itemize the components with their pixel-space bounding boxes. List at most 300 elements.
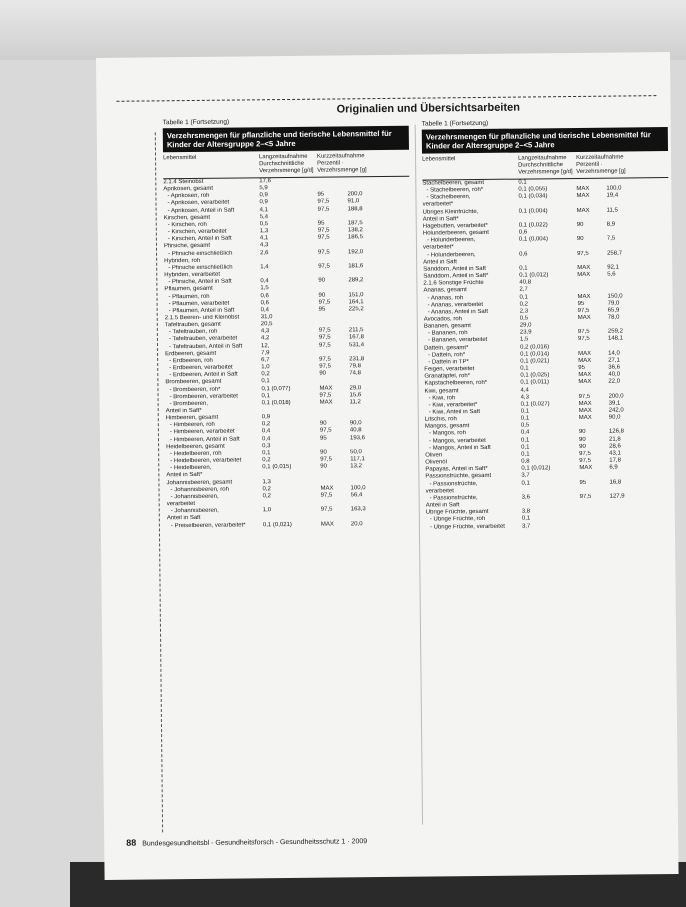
cell-long-term: 0,1 (0,021) bbox=[520, 358, 550, 365]
cell-long-term: 0,2 bbox=[262, 457, 271, 464]
cell-food: - Pfirsiche, Anteil in Saft bbox=[168, 278, 232, 286]
cell-food: - Kiwi, roh bbox=[428, 394, 456, 402]
cell-amount: 193,6 bbox=[349, 434, 366, 441]
cell-percentile: 97,5 bbox=[320, 492, 333, 499]
cell-percentile: MAX bbox=[577, 314, 591, 321]
col-food: Lebensmittel bbox=[422, 156, 456, 163]
cell-percentile: MAX bbox=[576, 207, 590, 214]
cell-food: - Tafeltrauben, Anteil in Saft bbox=[168, 343, 243, 350]
cell-long-term: 0,9 bbox=[259, 199, 268, 206]
cell-long-term: 0,4 bbox=[261, 428, 271, 435]
cell-long-term: 0,1 bbox=[520, 365, 529, 372]
cell-long-term: 0,1 bbox=[521, 480, 530, 487]
cell-food: - Brombeeren, bbox=[169, 400, 209, 408]
cell-food: 2.1.4 Steinobst bbox=[163, 178, 204, 186]
cell-food: - Pfirsiche einschließlich bbox=[168, 250, 233, 257]
cell-amount: 17,8 bbox=[609, 457, 621, 464]
cell-long-term: 0,1 bbox=[518, 179, 527, 186]
header-rule bbox=[116, 95, 656, 102]
cell-food: Passionsfrüchte, gesamt bbox=[425, 473, 492, 480]
cell-food: - Brombeeren, roh* bbox=[169, 386, 221, 393]
cell-long-term: 4,1 bbox=[259, 235, 269, 242]
cell-food: Kiwi, gesamt bbox=[424, 387, 459, 395]
cell-percentile: 97,5 bbox=[577, 329, 590, 336]
cell-amount: 100,0 bbox=[350, 484, 366, 492]
cell-food: Hagebutten, verarbeitet* bbox=[422, 222, 488, 230]
cell-amount: 91,0 bbox=[347, 198, 360, 205]
cell-food: verarbeitet bbox=[166, 501, 196, 508]
cell-long-term: 0,1 bbox=[521, 515, 531, 522]
cell-long-term: 3,6 bbox=[521, 494, 530, 501]
cell-food: - Himbeeren, roh bbox=[169, 422, 215, 429]
cell-long-term: 0,1 (0,027) bbox=[520, 401, 550, 408]
cell-food: - Mangos, verarbeitet bbox=[428, 437, 486, 445]
table-right bbox=[422, 118, 672, 531]
cell-food: - Kirschen, Anteil in Saft bbox=[167, 235, 232, 243]
cell-percentile: MAX bbox=[578, 400, 592, 407]
col-short-term: Kurzzeitaufnahme Perzentil · Verzehrsmenge [g] bbox=[317, 153, 367, 174]
cell-percentile: 95 bbox=[317, 191, 325, 199]
cell-long-term: 2,7 bbox=[519, 286, 528, 293]
cell-long-term: 0,1 (0,034) bbox=[518, 193, 548, 200]
cell-long-term: 2,3 bbox=[519, 308, 529, 315]
cell-long-term: 0,9 bbox=[261, 414, 271, 421]
cell-amount: 187,5 bbox=[347, 220, 363, 227]
cell-percentile: MAX bbox=[577, 293, 591, 300]
cell-percentile: MAX bbox=[578, 379, 592, 386]
cell-food: Anteil in Saft bbox=[425, 502, 460, 509]
table-row bbox=[426, 521, 672, 531]
cell-percentile: 97,5 bbox=[318, 334, 331, 342]
cell-amount: 43,1 bbox=[609, 450, 621, 457]
cell-percentile: 97,5 bbox=[317, 234, 330, 241]
cell-food: - Johannisbeeren, bbox=[170, 493, 219, 501]
cell-food: - Pflaumen, verarbeitet bbox=[168, 300, 230, 307]
cell-long-term: 1,5 bbox=[519, 336, 529, 344]
cell-long-term: 12, bbox=[260, 342, 270, 349]
cell-percentile: 95 bbox=[578, 364, 585, 372]
cell-long-term: 17,6 bbox=[259, 178, 272, 185]
cell-food: Papayas, Anteil in Saft* bbox=[425, 466, 488, 473]
cell-food: - Heidelbeeren, bbox=[170, 465, 212, 472]
cell-percentile: 90 bbox=[318, 277, 326, 284]
cell-long-term: 31,0 bbox=[260, 314, 273, 321]
cell-percentile: MAX bbox=[578, 372, 592, 379]
table-body bbox=[422, 178, 672, 531]
cell-food: - Brombeeren, verarbeitet bbox=[169, 393, 238, 400]
cell-amount: 40,0 bbox=[608, 371, 621, 378]
cell-long-term: 1,0 bbox=[261, 364, 270, 371]
cell-amount: 167,8 bbox=[348, 334, 364, 341]
cell-food: - Datteln, roh* bbox=[428, 351, 466, 359]
cell-amount: 188,8 bbox=[347, 205, 363, 212]
col-amount: Verzehrsmenge [g] bbox=[576, 168, 626, 175]
cell-long-term: 5,4 bbox=[259, 213, 269, 221]
cell-long-term: 0,1 (0,022) bbox=[518, 222, 548, 229]
cell-amount: 50,0 bbox=[350, 449, 362, 456]
cell-amount: 126,8 bbox=[608, 428, 624, 436]
cell-long-term: 0,2 bbox=[262, 485, 271, 492]
cell-food: - Holunderbeeren, bbox=[426, 237, 476, 244]
cell-amount: 164,1 bbox=[348, 298, 364, 306]
cell-amount: 15,6 bbox=[349, 391, 362, 399]
cell-food: - Pflaumen, Anteil in Saft bbox=[168, 307, 235, 315]
cell-food: - Erdbeeren, Anteil in Saft bbox=[169, 371, 238, 379]
cell-amount: 138,2 bbox=[347, 227, 363, 234]
cell-long-term: 0,6 bbox=[519, 251, 528, 258]
cell-percentile: MAX bbox=[579, 465, 593, 472]
cell-long-term: 0,1 (0,015) bbox=[262, 464, 292, 471]
cell-food: Heidelbeeren, gesamt bbox=[166, 443, 225, 451]
cell-food: Brombeeren, gesamt bbox=[165, 379, 222, 386]
cell-food: Feigen, verarbeitet bbox=[424, 366, 475, 373]
cell-food: - Aprikosen, Anteil in Saft bbox=[167, 207, 235, 214]
cell-long-term: 0,1 (0,004) bbox=[518, 207, 548, 215]
cell-percentile: 97,5 bbox=[318, 299, 331, 306]
cell-percentile: 97,5 bbox=[577, 336, 590, 343]
cell-food: - Stachelbeeren, bbox=[426, 194, 471, 201]
cell-long-term: 0,5 bbox=[519, 315, 529, 322]
cell-food: - Heidelbeeren, roh bbox=[170, 450, 222, 458]
cell-percentile: MAX bbox=[577, 271, 591, 279]
page-number: 88 bbox=[126, 837, 137, 848]
cell-food: - Pfirsiche einschließlich bbox=[168, 264, 233, 272]
cell-percentile: 95 bbox=[319, 435, 327, 442]
cell-long-term: 0,1 bbox=[519, 293, 528, 301]
cell-percentile: 97,5 bbox=[579, 493, 592, 500]
cell-amount: 181,6 bbox=[348, 263, 364, 270]
cell-long-term: 4,2 bbox=[260, 335, 270, 342]
cell-percentile: MAX bbox=[577, 264, 591, 271]
cell-food: - Passionsfrüchte, bbox=[429, 494, 478, 502]
col-short-term-label: Kurzzeitaufnahme bbox=[576, 154, 624, 161]
cell-amount: 242,0 bbox=[608, 407, 624, 414]
cell-long-term: 0,1 (0,018) bbox=[261, 399, 291, 407]
cell-food: - Johannisbeeren, bbox=[170, 507, 219, 515]
cell-food: Mangos, gesamt bbox=[424, 423, 470, 430]
cell-long-term: 0,1 (0,077) bbox=[261, 385, 291, 392]
cell-food: Anteil in Saft* bbox=[166, 472, 203, 479]
cell-percentile: MAX bbox=[578, 414, 592, 422]
cell-food: - Übrige Früchte, roh bbox=[429, 516, 486, 523]
cell-amount: 29,0 bbox=[349, 384, 362, 391]
cell-amount: 20,0 bbox=[350, 520, 363, 527]
cell-percentile: 97,5 bbox=[577, 307, 590, 314]
cell-amount: 90,0 bbox=[608, 414, 621, 421]
cell-percentile: 97,5 bbox=[577, 250, 589, 257]
cell-percentile: MAX bbox=[576, 193, 590, 200]
cell-percentile: 97,5 bbox=[578, 393, 591, 400]
cell-amount: 22,0 bbox=[608, 378, 621, 386]
cell-amount: 5,6 bbox=[607, 271, 616, 278]
cell-food: Anteil in Saft bbox=[423, 258, 457, 266]
cell-percentile: 97,5 bbox=[319, 356, 331, 363]
cell-amount: 40,8 bbox=[349, 427, 362, 434]
cell-food: - Johannisbeeren, roh bbox=[170, 486, 229, 493]
document-page bbox=[96, 52, 679, 880]
cell-percentile: 97,5 bbox=[318, 327, 331, 334]
cell-long-term: 4,1 bbox=[259, 206, 268, 213]
cell-percentile: MAX bbox=[578, 350, 592, 357]
cell-amount: 78,0 bbox=[607, 314, 620, 321]
cell-food: Erdbeeren, gesamt bbox=[165, 350, 217, 358]
cell-long-term: 0,1 bbox=[521, 444, 530, 451]
cell-food: Hybriden, roh bbox=[164, 257, 201, 265]
cell-food: - Erdbeeren, verarbeitet bbox=[169, 364, 233, 372]
cell-amount: 258,7 bbox=[607, 250, 623, 257]
cell-percentile: 97,5 bbox=[319, 392, 332, 399]
cell-amount: 19,4 bbox=[606, 192, 619, 199]
cell-food: Übrige Früchte, gesamt bbox=[425, 509, 489, 516]
col-long-term: Langzeitaufnahme Durchschnittliche Verzehrsmenge [g/d] bbox=[518, 155, 573, 176]
cell-long-term: 0,1 bbox=[520, 408, 530, 415]
col-short-term: Kurzzeitaufnahme Perzentil · Verzehrsmenge [g] bbox=[576, 154, 626, 175]
cell-long-term: 0,1 bbox=[521, 451, 530, 458]
cell-long-term: 0,1 bbox=[519, 265, 528, 272]
cell-long-term: 0,9 bbox=[259, 192, 268, 199]
cell-amount: 200,0 bbox=[608, 393, 624, 400]
col-percentile: Perzentil bbox=[576, 161, 600, 168]
cell-amount: 6,9 bbox=[609, 464, 618, 471]
cell-long-term: 0,2 bbox=[261, 371, 270, 378]
cell-percentile: MAX bbox=[320, 485, 334, 492]
cell-food: Pfirsiche, gesamt bbox=[163, 243, 211, 250]
cell-long-term: 0,1 bbox=[520, 415, 530, 422]
table-title: Verzehrsmengen für pflanzliche und tierische Lebensmittel für Kinder der Altersgruppe 2–<5 Jahre bbox=[163, 126, 409, 153]
cell-amount: 74,8 bbox=[349, 370, 362, 377]
cell-long-term: 0,2 (0,016) bbox=[520, 343, 550, 351]
table-column-headers bbox=[163, 150, 409, 180]
cell-long-term: 0,1 bbox=[261, 392, 270, 399]
cell-long-term: 0,5 bbox=[259, 221, 269, 228]
cell-percentile: MAX bbox=[578, 357, 592, 364]
cell-amount: 148,1 bbox=[607, 335, 624, 343]
margin-line bbox=[155, 132, 163, 832]
cell-amount: 65,9 bbox=[607, 307, 620, 314]
cell-food: - Kirschen, verarbeitet bbox=[167, 228, 227, 236]
cell-percentile: 90 bbox=[320, 449, 327, 456]
cell-amount: 8,9 bbox=[606, 221, 616, 228]
cell-percentile: 95 bbox=[317, 220, 325, 227]
cell-amount: 163,3 bbox=[350, 506, 366, 513]
cell-amount bbox=[610, 522, 646, 530]
cell-amount: 117,1 bbox=[350, 456, 365, 463]
cell-percentile: 97,5 bbox=[320, 456, 332, 463]
cell-percentile: 97,5 bbox=[318, 263, 330, 270]
table-column-headers bbox=[422, 151, 668, 181]
cell-food: Datteln, gesamt* bbox=[424, 344, 469, 352]
cell-food: Kirschen, gesamt bbox=[163, 214, 211, 222]
cell-amount: 150,0 bbox=[607, 292, 623, 300]
cell-long-term: 2,6 bbox=[260, 249, 269, 256]
cell-food: - Bananen, verarbeitet bbox=[427, 337, 488, 344]
cell-long-term: 4,3 bbox=[260, 328, 270, 335]
cell-percentile: 97,5 bbox=[317, 227, 330, 234]
col-amount: Verzehrsmenge [g] bbox=[317, 167, 367, 174]
cell-long-term: 1,3 bbox=[259, 228, 269, 235]
cell-percentile: 97,5 bbox=[317, 206, 330, 213]
cell-long-term: 0,1 bbox=[261, 378, 270, 385]
cell-food: Olivenöl bbox=[425, 459, 447, 466]
cell-food: - Erdbeeren, roh bbox=[169, 357, 213, 365]
cell-amount: 225,2 bbox=[348, 306, 364, 313]
cell-food: Sanddorn, Anteil in Saft* bbox=[423, 272, 489, 280]
cell-amount: 14,0 bbox=[608, 350, 620, 357]
cell-percentile: 90 bbox=[578, 429, 586, 436]
cell-long-term: 0,1 bbox=[262, 450, 271, 457]
cell-food: Anteil in Saft bbox=[166, 515, 201, 522]
cell-food: Avocados, roh bbox=[423, 316, 463, 323]
cell-amount: 100,0 bbox=[606, 185, 622, 192]
cell-percentile: 90 bbox=[318, 292, 326, 299]
cell-food: Übriges Kleinfrüchte, bbox=[422, 208, 479, 216]
cell-amount: 56,4 bbox=[350, 492, 363, 499]
cell-long-term: 29,0 bbox=[519, 322, 532, 329]
cell-food: Granatäpfel, roh* bbox=[424, 373, 471, 380]
cell-percentile: MAX bbox=[578, 407, 592, 414]
cell-long-term: 0,1 (0,055) bbox=[518, 186, 548, 193]
cell-long-term: 0,1 (0,004) bbox=[518, 236, 548, 243]
cell-long-term: 1,5 bbox=[260, 285, 269, 292]
cell-long-term: 0,3 bbox=[262, 442, 271, 450]
cell-percentile: 97,5 bbox=[318, 249, 330, 256]
cell-long-term: 1,3 bbox=[262, 478, 271, 485]
cell-food: Anteil in Saft* bbox=[422, 215, 459, 223]
cell-food: - Kiwi, verarbeitet* bbox=[428, 401, 478, 409]
cell-long-term: 0,6 bbox=[518, 229, 528, 236]
cell-amount: 79,8 bbox=[349, 363, 361, 370]
cell-long-term: 3,7 bbox=[521, 522, 531, 530]
table-left bbox=[163, 117, 413, 530]
cell-food: - Mangos, Anteil in Saft bbox=[429, 444, 491, 452]
cell-food: Tafeltrauben, gesamt bbox=[164, 321, 221, 329]
cell-amount: 28,6 bbox=[609, 443, 621, 450]
cell-amount: 7,5 bbox=[606, 235, 616, 242]
cell-amount: 39,1 bbox=[608, 400, 621, 407]
cell-food: 2.1.6 Sonstige Früchte bbox=[423, 280, 484, 287]
cell-food: Anteil in Saft* bbox=[165, 407, 202, 415]
cell-long-term: 0,2 bbox=[519, 301, 528, 308]
cell-long-term: 0,6 bbox=[260, 292, 269, 299]
cell-food: - Himbeeren, verarbeitet bbox=[169, 429, 235, 436]
page-footer bbox=[126, 835, 367, 848]
cell-food: Holunderbeeren, gesamt bbox=[422, 229, 489, 237]
cell-amount: 151,0 bbox=[348, 291, 364, 298]
cell-long-term: 0,2 bbox=[262, 493, 271, 500]
cell-long-term: 0,1 (0,021) bbox=[262, 521, 292, 528]
cell-amount: 186,5 bbox=[347, 234, 363, 241]
cell-food: verarbeitet* bbox=[422, 244, 454, 251]
cell-long-term: 0,8 bbox=[521, 458, 530, 465]
cell-food: - Datteln in TP* bbox=[428, 359, 469, 366]
cell-food: - Preiselbeeren, verarbeitet* bbox=[170, 521, 246, 529]
cell-long-term: 6,7 bbox=[261, 357, 270, 364]
cell-amount: 11,2 bbox=[349, 399, 361, 406]
cell-food: Kapstachelbeeren, roh* bbox=[424, 380, 488, 387]
cell-food: - Stachelbeeren, roh* bbox=[426, 187, 484, 194]
cell-food: - Mangos, roh bbox=[428, 430, 467, 438]
cell-long-term: 0,6 bbox=[260, 299, 269, 306]
cell-amount: 531,4 bbox=[348, 341, 365, 348]
cell-amount: 200,0 bbox=[347, 191, 363, 198]
cell-long-term: 4,3 bbox=[259, 242, 269, 249]
cell-food: Litschis, roh bbox=[424, 416, 457, 423]
cell-long-term: 20,5 bbox=[260, 321, 273, 328]
cell-food: Oliven bbox=[425, 452, 443, 459]
cell-long-term: 4,4 bbox=[520, 387, 529, 394]
cell-long-term: 0,5 bbox=[520, 422, 530, 429]
table-title: Verzehrsmengen für pflanzliche und tierische Lebensmittel für Kinder der Altersgruppe 2–<5 Jahre bbox=[422, 127, 668, 154]
table-body bbox=[163, 177, 413, 530]
cell-food: Pflaumen, gesamt bbox=[164, 286, 213, 293]
cell-percentile: 95 bbox=[577, 300, 585, 307]
cell-long-term: 0,4 bbox=[260, 278, 269, 285]
cell-percentile: 90 bbox=[320, 463, 328, 470]
cell-percentile: MAX bbox=[319, 399, 333, 406]
cell-percentile: 97,5 bbox=[579, 450, 591, 457]
table-label: Tabelle 1 (Fortsetzung) bbox=[421, 119, 489, 128]
cell-long-term: 0,1 (0,025) bbox=[520, 372, 550, 379]
cell-amount: 16,8 bbox=[609, 479, 622, 486]
cell-amount: 21,8 bbox=[608, 436, 621, 443]
cell-food: - Pflaumen, roh bbox=[168, 293, 210, 300]
cell-food: Hybriden, verarbeitet bbox=[164, 271, 221, 279]
cell-amount: 27,1 bbox=[608, 357, 620, 364]
cell-percentile: 90 bbox=[576, 221, 584, 228]
cell-food: Johannisbeeren, gesamt bbox=[166, 479, 233, 486]
cell-food: - Bananen, roh bbox=[427, 330, 468, 337]
cell-food: - Übrige Früchte, verarbeitet bbox=[429, 523, 505, 531]
col-percentile: Perzentil bbox=[317, 160, 341, 167]
cell-percentile: 90 bbox=[579, 443, 586, 450]
cell-long-term: 0,4 bbox=[520, 429, 530, 437]
cell-food: - Ananas, roh bbox=[427, 294, 464, 302]
cell-percentile: 97,5 bbox=[320, 506, 333, 513]
cell-food: Ananas, gesamt bbox=[423, 287, 467, 294]
cell-food: - Aprikosen, verarbeitet bbox=[167, 200, 230, 207]
cell-percentile: 95 bbox=[318, 306, 326, 313]
cell-food: Sanddorn, Anteil in Saft bbox=[423, 265, 486, 273]
cell-percentile: 90 bbox=[319, 370, 327, 377]
cell-amount: 127,9 bbox=[609, 493, 625, 500]
cell-amount: 231,8 bbox=[349, 356, 365, 363]
cell-percentile: MAX bbox=[319, 385, 333, 392]
cell-percentile: 97,5 bbox=[579, 457, 591, 465]
cell-food: Bananen, gesamt bbox=[423, 323, 471, 330]
page-header: Originalien und Übersichtsarbeiten bbox=[336, 101, 520, 116]
cell-long-term: 4,3 bbox=[520, 394, 529, 401]
cell-long-term: 23,9 bbox=[519, 329, 532, 336]
cell-food: - Tafeltrauben, verarbeitet bbox=[168, 335, 238, 343]
col-long-term: Langzeitaufnahme Durchschnittliche Verzehrsmenge [g/d] bbox=[259, 153, 314, 175]
cell-percentile: MAX bbox=[576, 185, 590, 193]
cell-food: - Aprikosen, roh bbox=[167, 193, 210, 200]
cell-food: - Tafeltrauben, roh bbox=[168, 329, 218, 336]
cell-food: verarbeitet bbox=[425, 487, 454, 495]
cell-long-term: 3,7 bbox=[521, 472, 530, 479]
cell-food: - Ananas, verarbeitet bbox=[427, 301, 484, 309]
col-food: Lebensmittel bbox=[163, 154, 197, 162]
cell-long-term: 0,4 bbox=[260, 307, 270, 314]
cell-percentile: 90 bbox=[319, 420, 327, 427]
table-label: Tabelle 1 (Fortsetzung) bbox=[162, 118, 230, 127]
column-divider bbox=[415, 125, 423, 825]
cell-percentile: 90 bbox=[576, 236, 584, 243]
cell-long-term: 1,0 bbox=[262, 507, 272, 514]
cell-amount: 90,0 bbox=[349, 420, 362, 427]
cell-long-term: 1,4 bbox=[260, 264, 269, 271]
cell-food: - Passionsfrüchte, bbox=[429, 480, 478, 488]
